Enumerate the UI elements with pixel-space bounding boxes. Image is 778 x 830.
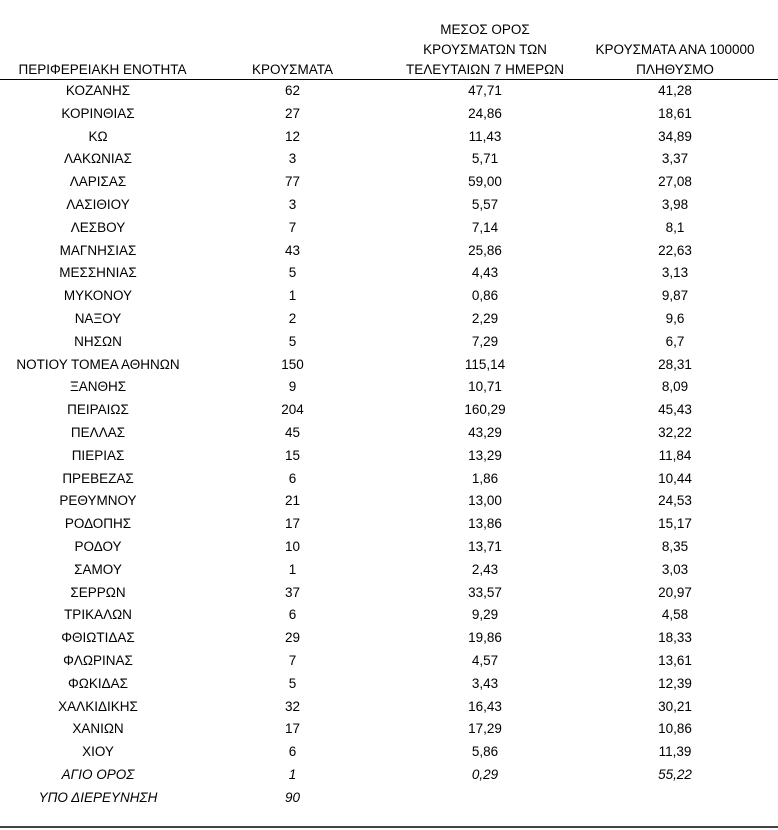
cell-region: ΠΙΕΡΙΑΣ [71, 447, 125, 463]
cell-avg7: 25,86 [468, 242, 502, 258]
table-row [0, 696, 778, 719]
cell-region: ΝΑΞΟΥ [74, 310, 122, 326]
cell-region: ΣΑΜΟΥ [74, 561, 122, 577]
cell-region: ΧΑΛΚΙΔΙΚΗΣ [58, 698, 138, 714]
cell-avg7: 2,29 [471, 310, 499, 326]
cell-per100k: 8,09 [661, 379, 689, 395]
cell-region: ΛΑΣΙΘΙΟΥ [66, 196, 130, 212]
cell-region: ΜΑΓΝΗΣΙΑΣ [59, 242, 137, 258]
cell-per100k: 10,44 [658, 470, 692, 486]
cell-per100k: 41,28 [658, 83, 692, 98]
header-per100k-line1: ΚΡΟΥΣΜΑΤΑ ΑΝΑ 100000 [595, 42, 755, 57]
cell-region: ΤΡΙΚΑΛΩΝ [64, 607, 132, 623]
cell-per100k: 28,31 [658, 356, 692, 372]
cell-avg7: 3,43 [471, 675, 499, 691]
table-row [0, 741, 778, 764]
table-row [0, 148, 778, 171]
cell-region: ΡΟΔΟΠΗΣ [64, 516, 132, 532]
cell-per100k: 9,6 [665, 310, 685, 326]
cell-avg7: 16,43 [468, 698, 502, 714]
table-row [0, 285, 778, 308]
cell-per100k: 13,61 [658, 652, 692, 668]
cell-region: ΠΕΛΛΑΣ [70, 424, 126, 440]
cell-avg7: 5,71 [471, 151, 499, 167]
cell-per100k: 22,63 [658, 242, 692, 258]
table-row [0, 536, 778, 559]
cell-cases: 9 [288, 379, 297, 395]
cell-cases: 15 [284, 447, 301, 463]
cell-region: ΜΥΚΟΝΟΥ [63, 288, 133, 304]
cell-region: ΧΙΟΥ [82, 744, 114, 760]
cell-region: ΝΟΤΙΟΥ ΤΟΜΕΑ ΑΘΗΝΩΝ [16, 356, 180, 372]
table-row [0, 354, 778, 377]
cell-cases: 6 [288, 470, 297, 486]
cell-avg7: 160,29 [464, 402, 506, 418]
cell-avg7: 13,71 [468, 538, 502, 554]
table-row [0, 103, 778, 126]
cell-region: ΡΟΔΟΥ [74, 538, 122, 554]
cell-avg7: 115,14 [464, 356, 506, 372]
cell-cases: 77 [284, 174, 301, 190]
cell-avg7: 5,86 [471, 744, 499, 760]
cell-per100k: 32,22 [658, 424, 692, 440]
cell-avg7: 0,86 [471, 288, 499, 304]
cell-per100k: 12,39 [658, 675, 692, 691]
table-row [0, 445, 778, 468]
cell-avg7: 13,86 [468, 516, 502, 532]
cell-per100k: 11,39 [658, 744, 692, 760]
cell-cases: 150 [281, 356, 304, 372]
table-row [0, 604, 778, 627]
cell-avg7: 4,43 [471, 265, 499, 281]
cell-region: ΜΕΣΣΗΝΙΑΣ [59, 265, 137, 281]
cell-avg7: 24,86 [468, 105, 502, 121]
table-row [0, 240, 778, 263]
cell-region: ΦΩΚΙΔΑΣ [68, 675, 128, 691]
cell-region: ΦΛΩΡΙΝΑΣ [63, 652, 133, 668]
cell-cases: 21 [284, 493, 301, 509]
cell-cases: 6 [288, 744, 297, 760]
cell-region: ΠΡΕΒΕΖΑΣ [62, 470, 134, 486]
cell-cases: 29 [284, 630, 301, 646]
table-header [0, 14, 778, 80]
cell-cases: 1 [288, 561, 297, 577]
cell-avg7: 47,71 [468, 83, 502, 98]
cell-region: ΛΑΡΙΣΑΣ [69, 174, 127, 190]
cell-avg7: 0,29 [471, 766, 499, 782]
cell-per100k: 11,84 [658, 447, 692, 463]
table-row [0, 764, 778, 787]
table-body [0, 80, 778, 810]
cell-per100k: 24,53 [658, 493, 692, 509]
cell-avg7: 7,14 [471, 219, 499, 235]
cell-cases: 3 [288, 196, 297, 212]
table-row [0, 171, 778, 194]
cell-cases: 5 [288, 675, 297, 691]
cell-avg7: 33,57 [468, 584, 502, 600]
table-row [0, 331, 778, 354]
cell-avg7: 13,29 [468, 447, 502, 463]
cell-cases: 7 [288, 219, 297, 235]
cell-avg7: 5,57 [471, 196, 499, 212]
cell-cases: 204 [281, 402, 304, 418]
cell-per100k: 3,13 [661, 265, 689, 281]
cell-region: ΞΑΝΘΗΣ [69, 379, 127, 395]
table-row [0, 194, 778, 217]
table-row [0, 513, 778, 536]
cell-cases: 32 [284, 698, 301, 714]
cell-cases: 17 [284, 721, 301, 737]
cell-avg7: 11,43 [468, 128, 502, 144]
cell-cases: 1 [288, 766, 297, 782]
cell-cases: 90 [284, 789, 301, 805]
table-row [0, 126, 778, 149]
cell-per100k: 3,98 [661, 196, 689, 212]
cell-cases: 12 [284, 128, 301, 144]
cell-cases: 1 [288, 288, 297, 304]
cell-avg7: 1,86 [471, 470, 499, 486]
cell-region: ΥΠΟ ΔΙΕΡΕΥΝΗΣΗ [38, 789, 158, 805]
table-row [0, 490, 778, 513]
cell-cases: 37 [284, 584, 301, 600]
cell-region: ΚΟΖΑΝΗΣ [65, 83, 131, 98]
table-row [0, 308, 778, 331]
cell-per100k: 55,22 [658, 766, 692, 782]
cell-per100k: 8,1 [665, 219, 685, 235]
table-row [0, 376, 778, 399]
cell-cases: 43 [284, 242, 301, 258]
header-avg7-line1: ΜΕΣΟΣ ΟΡΟΣ [440, 22, 530, 37]
cell-avg7: 4,57 [471, 652, 499, 668]
cell-region: ΛΑΚΩΝΙΑΣ [64, 151, 132, 167]
cell-cases: 7 [288, 652, 297, 668]
cell-cases: 62 [284, 83, 301, 98]
table-row [0, 627, 778, 650]
cell-per100k: 20,97 [658, 584, 692, 600]
cell-avg7: 59,00 [468, 174, 502, 190]
cell-per100k: 27,08 [658, 174, 692, 190]
cell-per100k: 18,61 [658, 105, 692, 121]
cell-avg7: 17,29 [468, 721, 502, 737]
cell-per100k: 10,86 [658, 721, 692, 737]
cell-avg7: 13,00 [468, 493, 502, 509]
cell-per100k: 9,87 [661, 288, 689, 304]
table-row [0, 80, 778, 103]
header-avg7-line3: ΤΕΛΕΥΤΑΙΩΝ 7 ΗΜΕΡΩΝ [406, 62, 564, 77]
table-row [0, 650, 778, 673]
cell-per100k: 3,37 [661, 151, 689, 167]
cell-cases: 3 [288, 151, 297, 167]
cell-avg7: 9,29 [471, 607, 499, 623]
table-row [0, 582, 778, 605]
cell-cases: 17 [284, 516, 301, 532]
table-row [0, 559, 778, 582]
cell-avg7: 19,86 [468, 630, 502, 646]
header-per100k-line2: ΠΛΗΘΥΣΜΟ [636, 62, 714, 77]
cell-avg7: 10,71 [468, 379, 502, 395]
table-row [0, 399, 778, 422]
cell-region: ΛΕΣΒΟΥ [70, 219, 126, 235]
cell-region: ΠΕΙΡΑΙΩΣ [67, 402, 129, 418]
cell-avg7: 43,29 [468, 424, 502, 440]
cell-cases: 27 [284, 105, 301, 121]
cell-per100k: 30,21 [658, 698, 692, 714]
cell-region: ΦΘΙΩΤΙΔΑΣ [61, 630, 135, 646]
cell-region: ΣΕΡΡΩΝ [70, 584, 126, 600]
cell-avg7: 2,43 [471, 561, 499, 577]
table-row [0, 262, 778, 285]
table-row [0, 217, 778, 240]
cell-cases: 45 [284, 424, 301, 440]
cell-avg7: 7,29 [471, 333, 499, 349]
table-row [0, 422, 778, 445]
cell-per100k: 8,35 [661, 538, 689, 554]
cell-per100k: 3,03 [661, 561, 689, 577]
cell-cases: 5 [288, 265, 297, 281]
header-region: ΠΕΡΙΦΕΡΕΙΑΚΗ ΕΝΟΤΗΤΑ [18, 62, 187, 77]
table-row [0, 718, 778, 741]
table-row [0, 468, 778, 491]
cell-per100k: 18,33 [658, 630, 692, 646]
table-row [0, 787, 778, 810]
cell-per100k: 15,17 [658, 516, 692, 532]
cell-per100k: 6,7 [665, 333, 685, 349]
header-per100k [575, 40, 775, 80]
cell-region: ΧΑΝΙΩΝ [72, 721, 124, 737]
cell-cases: 5 [288, 333, 297, 349]
header-avg7 [385, 20, 585, 80]
header-cases: ΚΡΟΥΣΜΑΤΑ [252, 62, 333, 77]
cell-cases: 10 [284, 538, 301, 554]
cell-per100k: 45,43 [658, 402, 692, 418]
cell-per100k: 4,58 [661, 607, 689, 623]
cell-region: ΑΓΙΟ ΟΡΟΣ [61, 766, 135, 782]
cell-cases: 2 [288, 310, 297, 326]
cell-region: ΝΗΣΩΝ [74, 333, 122, 349]
cell-region: ΚΟΡΙΝΘΙΑΣ [61, 105, 135, 121]
cell-per100k: 34,89 [658, 128, 692, 144]
cell-cases: 6 [288, 607, 297, 623]
header-avg7-line2: ΚΡΟΥΣΜΑΤΩΝ ΤΩΝ [423, 42, 547, 57]
cell-region: ΚΩ [88, 128, 108, 144]
bottom-divider [0, 826, 778, 828]
table-row [0, 673, 778, 696]
cell-region: ΡΕΘΥΜΝΟΥ [59, 493, 137, 509]
